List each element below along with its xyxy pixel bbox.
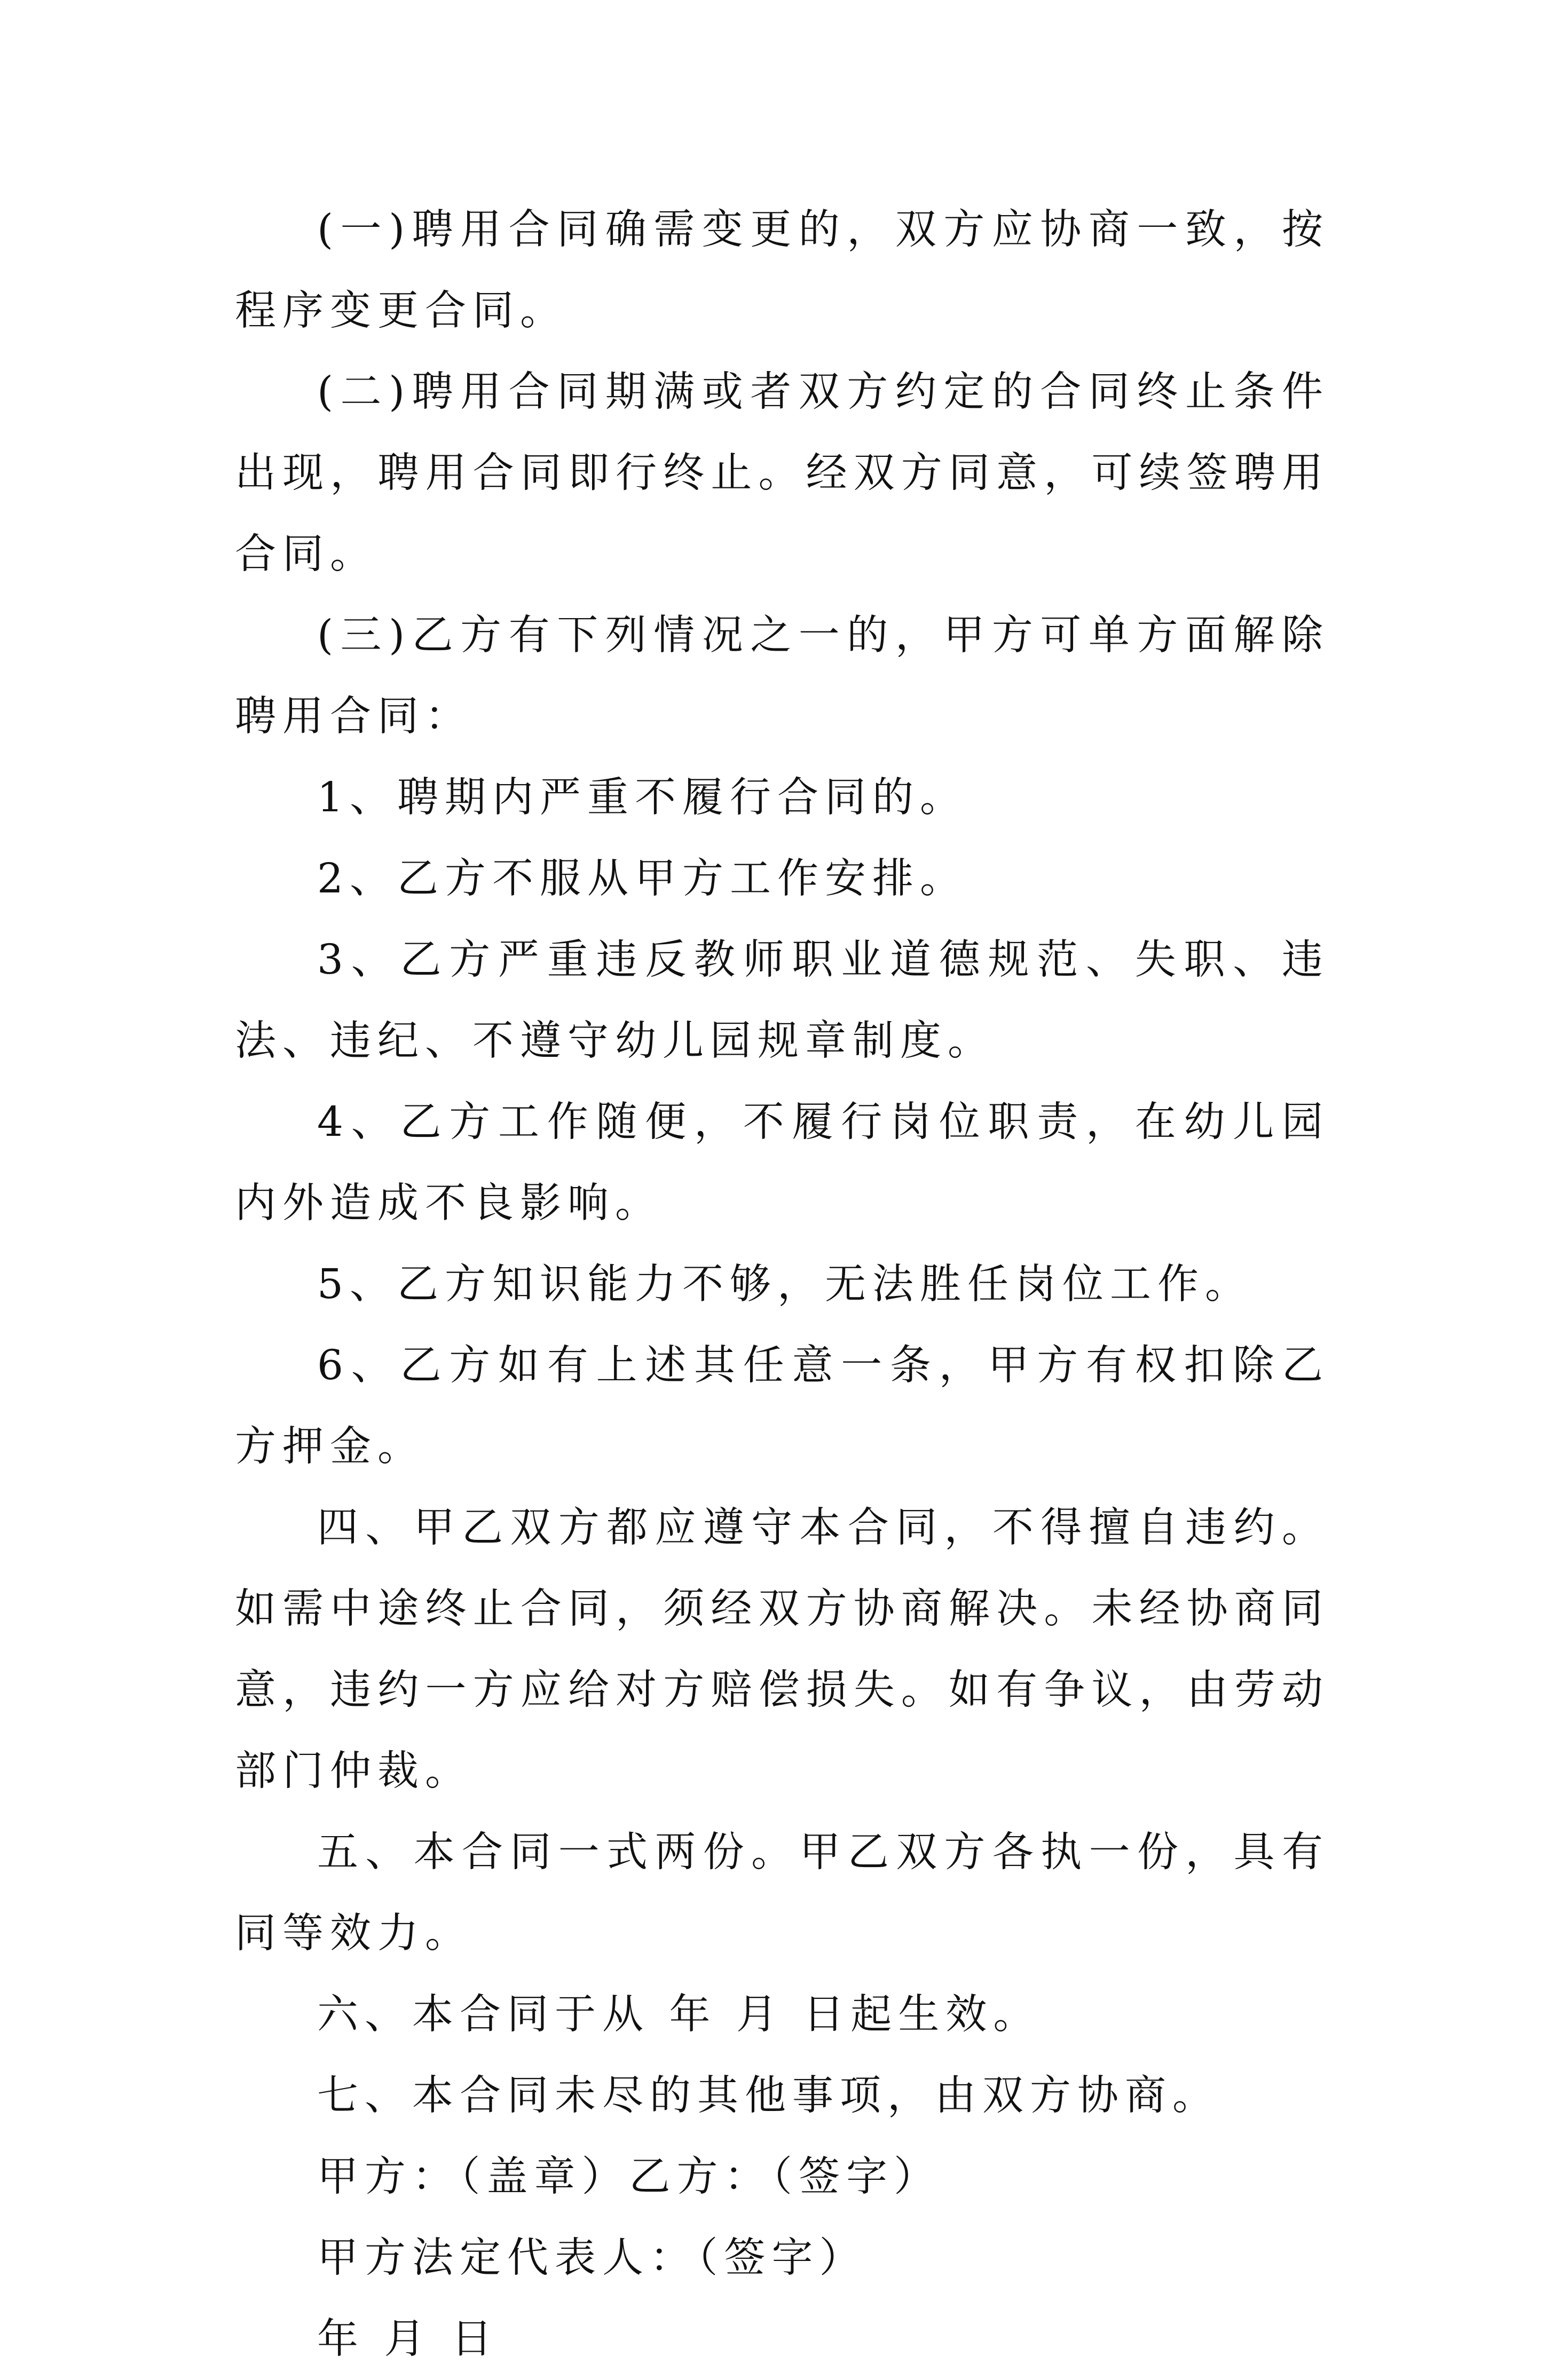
section-4-breach: 四、甲乙双方都应遵守本合同，不得擅自违约。如需中途终止合同，须经双方协商解决。未经协商同意，违约一方应给对方赔偿损失。如有争议，由劳动部门仲裁。 [235, 1504, 1329, 1795]
termination-item-2: 2、乙方不服从甲方工作安排。 [317, 855, 967, 903]
signature-representative-line: 甲方法定代表人：（签字） [317, 2234, 867, 2282]
section-5-copies: 五、本合同一式两份。甲乙双方各执一份，具有同等效力。 [235, 1829, 1329, 1957]
termination-item-1: 1、聘期内严重不履行合同的。 [317, 774, 967, 821]
document-body [235, 189, 1329, 2380]
termination-item-4: 4、乙方工作随便，不履行岗位职责，在幼儿园内外造成不良影响。 [235, 1098, 1329, 1227]
signature-date-line: 年 月 日 [317, 2315, 499, 2363]
termination-item-6: 6、乙方如有上述其任意一条，甲方有权扣除乙方押金。 [235, 1342, 1329, 1470]
section-6-effective-date: 六、本合同于从 年 月 日起生效。 [317, 1991, 1041, 2038]
termination-item-5: 5、乙方知识能力不够，无法胜任岗位工作。 [317, 1261, 1252, 1308]
signature-parties-line: 甲方：（盖章）乙方：（签字） [317, 2153, 941, 2201]
clause-2-expiry: (二)聘用合同期满或者双方约定的合同终止条件出现，聘用合同即行终止。经双方同意，可续签聘用合同。 [235, 368, 1329, 578]
clause-3-termination: (三)乙方有下列情况之一的，甲方可单方面解除聘用合同： [235, 612, 1329, 740]
section-7-other-matters: 七、本合同未尽的其他事项，由双方协商。 [317, 2072, 1220, 2120]
clause-1-amendment: (一)聘用合同确需变更的，双方应协商一致，按程序变更合同。 [235, 206, 1329, 335]
termination-item-3: 3、乙方严重违反教师职业道德规范、失职、违法、违纪、不遵守幼儿园规章制度。 [235, 936, 1329, 1065]
